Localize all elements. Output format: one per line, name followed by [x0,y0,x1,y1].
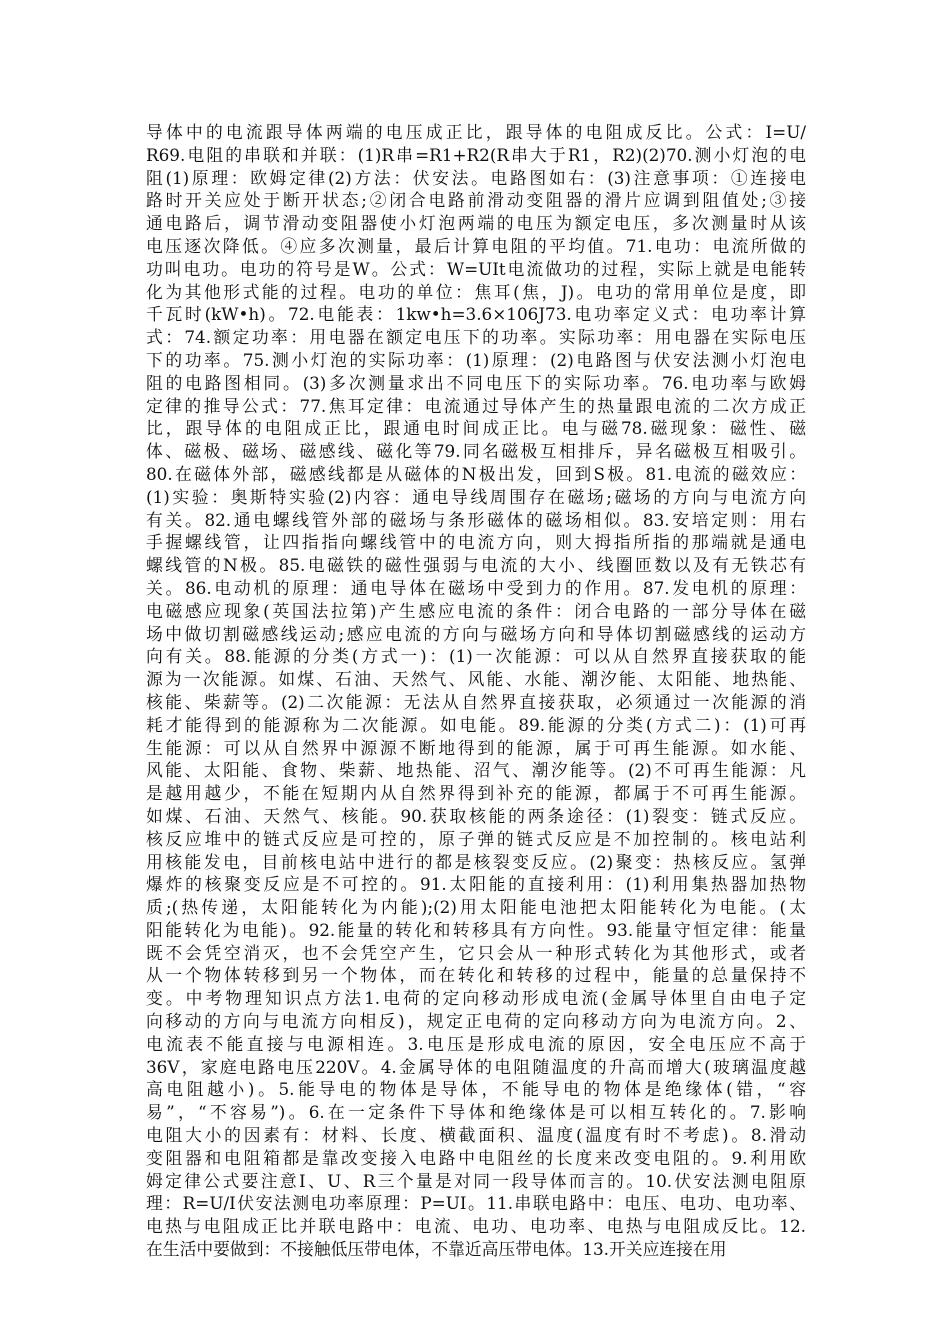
text-line: 既不会凭空消灭，也不会凭空产生，它只会从一种形式转化为其他形式，或者 [146,942,806,963]
text-line: 电热与电阻成正比并联电路中：电流、电功、电功率、电热与电阻成反比。12. [146,1216,806,1237]
text-line: 36V，家庭电路电压220V。4.金属导体的电阻随温度的升高而增大(玻璃温度越 [146,1056,806,1077]
text-line: 阻(1)原理：欧姆定律(2)方法：伏安法。电路图如右：(3)注意事项：①连接电 [146,167,806,188]
text-line: 向有关。88.能源的分类(方式一)：(1)一次能源：可以从自然界直接获取的能 [146,646,806,667]
text-line: 螺线管的N极。85.电磁铁的磁性强弱与电流的大小、线圈匝数以及有无铁芯有 [146,555,806,576]
text-line: 80.在磁体外部，磁感线都是从磁体的N极出发，回到S极。81.电流的磁效应： [146,463,806,484]
text-line: 耗才能得到的能源称为二次能源。如电能。89.能源的分类(方式二)：(1)可再 [146,714,806,735]
text-line: 体、磁极、磁场、磁感线、磁化等79.同名磁极互相排斥，异名磁极互相吸引。 [146,441,806,462]
text-line: 质;(热传递，太阳能转化为内能);(2)用太阳能电池把太阳能转化为电能。(太 [146,897,806,918]
text-line: 从一个物体转移到另一个物体，而在转化和转移的过程中，能量的总量保持不 [146,965,806,986]
text-line: 变。中考物理知识点方法1.电荷的定向移动形成电流(金属导体里自由电子定 [146,988,806,1009]
text-line: 向移动的方向与电流方向相反)，规定正电荷的定向移动方向为电流方向。2、 [146,1011,806,1032]
text-line: 用核能发电，目前核电站中进行的都是核裂变反应。(2)聚变：热核反应。氢弹 [146,851,806,872]
text-line: 在生活中要做到：不接触低压带电体，不靠近高压带电体。13.开关应连接在用 [146,1239,727,1260]
body-text [146,121,806,1261]
text-line: 有关。82.通电螺线管外部的磁场与条形磁体的磁场相似。83.安培定则：用右 [146,509,806,530]
text-line: 源为一次能源。如煤、石油、天然气、风能、水能、潮汐能、太阳能、地热能、 [146,669,806,690]
text-line: 电流表不能直接与电源相连。3.电压是形成电流的原因，安全电压应不高于 [146,1033,806,1054]
text-line: 下的功率。75.测小灯泡的实际功率：(1)原理：(2)电路图与伏安法测小灯泡电 [146,349,806,370]
text-line: 千瓦时(kW•h)。72.电能表：1kw•h=3.6×106J73.电功率定义式：电功率计算 [146,304,806,325]
text-line: 通电路后，调节滑动变阻器使小灯泡两端的电压为额定电压，多次测量时从该 [146,213,806,234]
text-line: 核能、柴薪等。(2)二次能源：无法从自然界直接获取，必须通过一次能源的消 [146,691,806,712]
text-line: 易”，“不容易”)。6.在一定条件下导体和绝缘体是可以相互转化的。7.影响 [146,1102,806,1123]
text-line: R69.电阻的串联和并联：(1)R串=R1+R2(R串大于R1，R2)(2)70.测小灯泡的电 [146,144,806,165]
text-line: 导体中的电流跟导体两端的电压成正比，跟导体的电阻成反比。公式：I=U/ [146,122,806,142]
text-line: 比，跟导体的电阻成正比，跟通电时间成正比。电与磁78.磁现象：磁性、磁 [146,418,806,439]
text-line: 核反应堆中的链式反应是可控的，原子弹的链式反应是不加控制的。核电站利 [146,828,806,849]
text-line: 电压逐次降低。④应多次测量，最后计算电阻的平均值。71.电功：电流所做的 [146,235,806,256]
text-line: 路时开关应处于断开状态;②闭合电路前滑动变阻器的滑片应调到阻值处;③接 [146,190,806,211]
text-line: 如煤、石油、天然气、核能。90.获取核能的两条途径：(1)裂变：链式反应。 [146,805,806,826]
text-line: 关。86.电动机的原理：通电导体在磁场中受到力的作用。87.发电机的原理： [146,577,806,598]
text-line: 阻的电路图相同。(3)多次测量求出不同电压下的实际功率。76.电功率与欧姆 [146,372,806,393]
text-line: 定律的推导公式：77.焦耳定律：电流通过导体产生的热量跟电流的二次方成正 [146,395,806,416]
text-line: 阳能转化为电能)。92.能量的转化和转移具有方向性。93.能量守恒定律：能量 [146,919,806,940]
text-line: 功叫电功。电功的符号是W。公式：W=UIt电流做功的过程，实际上就是电能转 [146,258,806,279]
text-line: 生能源：可以从自然界中源源不断地得到的能源，属于可再生能源。如水能、 [146,737,806,758]
text-line: 爆炸的核聚变反应是不可控的。91.太阳能的直接利用：(1)利用集热器加热物 [146,874,806,895]
text-line: 是越用越少，不能在短期内从自然界得到补充的能源，都属于不可再生能源。 [146,783,806,804]
text-line: 化为其他形式能的过程。电功的单位：焦耳(焦，J)。电功的常用单位是度，即 [146,281,806,302]
text-line: 电磁感应现象(英国法拉第)产生感应电流的条件：闭合电路的一部分导体在磁 [146,600,806,621]
text-line: 姆定律公式要注意I、U、R三个量是对同一段导体而言的。10.伏安法测电阻原 [146,1170,806,1191]
text-line: 手握螺线管，让四指指向螺线管中的电流方向，则大拇指所指的那端就是通电 [146,532,806,553]
text-line: 理：R=U/I伏安法测电功率原理：P=UI。11.串联电路中：电压、电功、电功率、 [146,1193,806,1214]
text-line: 电阻大小的因素有：材料、长度、横截面积、温度(温度有时不考虑)。8.滑动 [146,1125,806,1146]
text-line: 风能、太阳能、食物、柴薪、地热能、沼气、潮汐能等。(2)不可再生能源：凡 [146,760,806,781]
text-line: 式：74.额定功率：用电器在额定电压下的功率。实际功率：用电器在实际电压 [146,327,806,348]
text-line: 场中做切割磁感线运动;感应电流的方向与磁场方向和导体切割磁感线的运动方 [146,623,806,644]
text-line: 变阻器和电阻箱都是靠改变接入电路中电阻丝的长度来改变电阻的。9.利用欧 [146,1147,806,1168]
text-line: (1)实验：奥斯特实验(2)内容：通电导线周围存在磁场;磁场的方向与电流方向 [146,486,806,507]
text-line: 高电阻越小)。5.能导电的物体是导体，不能导电的物体是绝缘体(错，“容 [146,1079,806,1100]
